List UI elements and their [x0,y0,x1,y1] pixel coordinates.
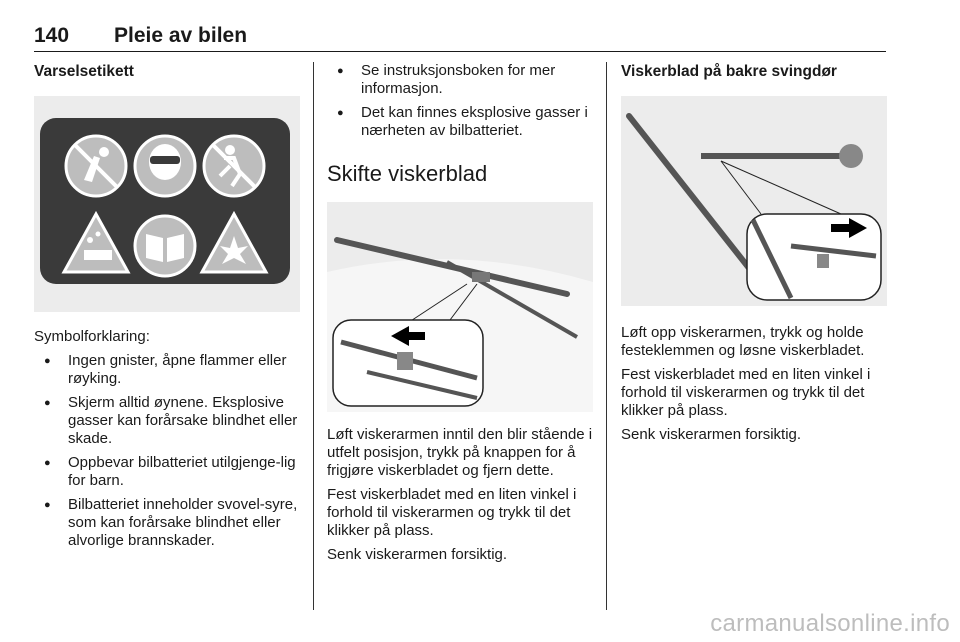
page-header [34,22,886,52]
paragraph: Løft viskerarmen inntil den blir stående i utfelt posisjon, trykk på knappen for å frigjøre viskerbladet og fjern dette. [327,426,593,479]
battery-notes-list [327,62,593,140]
symbol-explanation-list [34,352,300,550]
chapter-title: Pleie av bilen [114,24,248,47]
read-manual-icon [135,216,195,276]
list-item: ● Bilbatteriet inneholder svovel-syre, som kan forårsake blindhet eller alvorlige brannskader. [34,496,300,550]
paragraph: Fest viskerbladet med en liten vinkel i forhold til viskerarmen og trykk til det klikker på plass. [621,366,871,419]
list-item: ● Skjerm alltid øynene. Eksplosive gasser kan forårsake blindhet eller skade. [34,394,300,448]
paragraph: Løft opp viskerarmen, trykk og holde festeklemmen og løsne viskerbladet. [621,324,865,359]
battery-warning-label-illustration [34,96,300,312]
section-heading-rear-wiper: Viskerblad på bakre svingdør [621,63,837,80]
column-1 [34,62,300,556]
list-item: ● Se instruksjonsboken for mer informasjon. [327,62,593,98]
column-divider [606,62,607,610]
column-3 [621,62,887,450]
column-divider [313,62,314,610]
column-2 [327,62,593,570]
list-item: ● Ingen gnister, åpne flammer eller røyking. [34,352,300,388]
wiper-blade-figure [327,202,593,412]
site-watermark: carmanualsonline.info [710,610,950,637]
symbols-intro: Symbolforklaring: [34,328,150,345]
paragraph: Fest viskerbladet med en liten vinkel i forhold til viskerarmen og trykk til det klikker på plass. [327,486,577,539]
section-heading-warning-label: Varselsetikett [34,63,134,80]
paragraph: Senk viskerarmen forsiktig. [327,546,508,563]
section-heading-replace-wiper: Skifte viskerblad [327,161,488,186]
rear-door-wiper-illustration [621,96,887,306]
rear-wiper-figure [621,96,887,306]
no-flames-icon [66,136,126,196]
page-number: 140 [34,24,70,47]
keep-away-children-icon [204,136,264,196]
windshield-wiper-illustration [327,202,593,412]
warning-label-figure [34,96,300,312]
paragraph: Senk viskerarmen forsiktig. [621,426,802,443]
list-item: ● Oppbevar bilbatteriet utilgjenge-lig for barn. [34,454,300,490]
list-item: ● Det kan finnes eksplosive gasser i nærheten av bilbatteriet. [327,104,593,140]
eye-protection-icon [135,136,195,196]
